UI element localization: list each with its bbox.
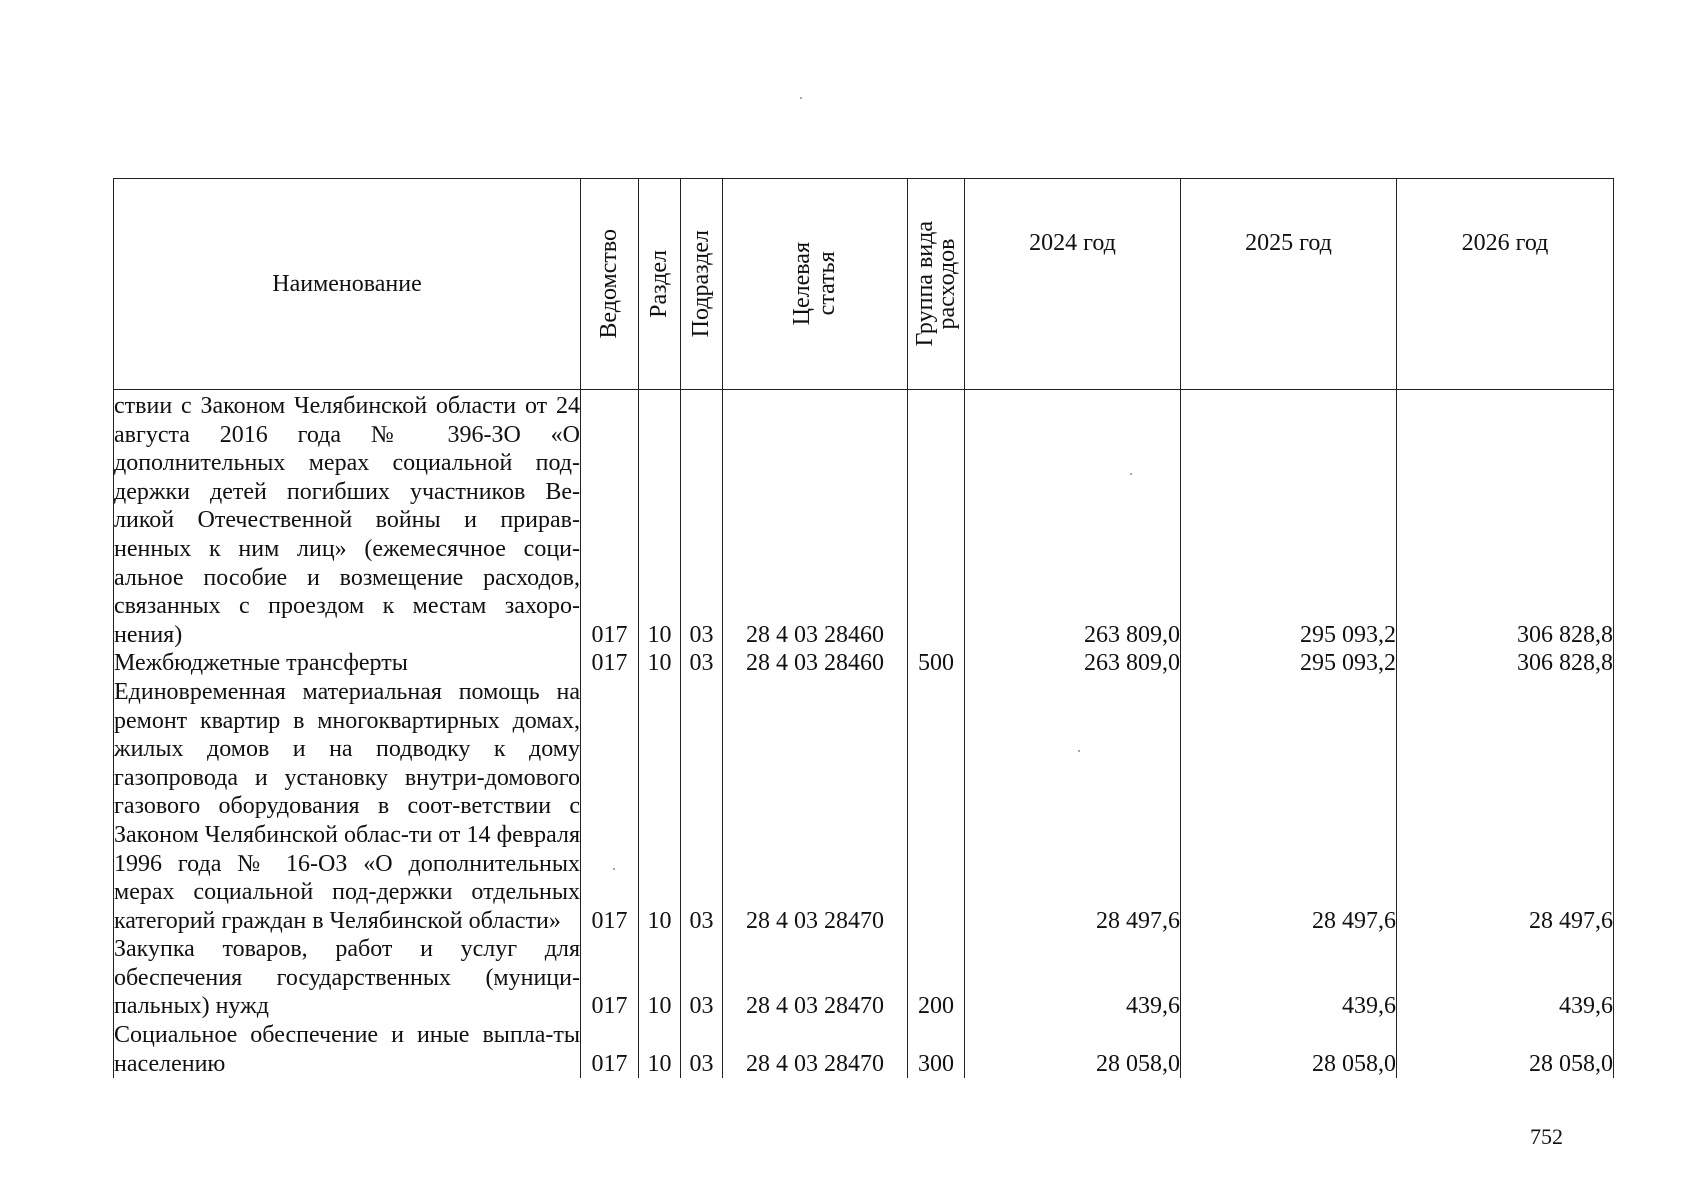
row-dept: 017	[581, 935, 639, 1021]
row-section: 10	[639, 649, 681, 678]
row-2025: 28 058,0	[1181, 1021, 1397, 1078]
header-subsection: Подраздел	[681, 179, 723, 390]
row-subsection: 03	[681, 1021, 723, 1078]
row-target: 28 4 03 28470	[723, 935, 908, 1021]
row-dept: 017	[581, 649, 639, 678]
row-subsection: 03	[681, 649, 723, 678]
row-2024: 28 497,6	[965, 678, 1181, 935]
row-target: 28 4 03 28460	[723, 649, 908, 678]
row-target: 28 4 03 28460	[723, 390, 908, 650]
row-2025: 439,6	[1181, 935, 1397, 1021]
row-group	[908, 390, 965, 650]
table-row	[114, 1021, 1614, 1078]
row-dept: 017	[581, 1021, 639, 1078]
scan-speck	[1078, 750, 1080, 752]
row-group: 200	[908, 935, 965, 1021]
row-group: 500	[908, 649, 965, 678]
row-2024: 263 809,0	[965, 390, 1181, 650]
row-2026: 306 828,8	[1397, 390, 1614, 650]
row-subsection: 03	[681, 678, 723, 935]
table-row	[114, 649, 1614, 678]
table-row	[114, 390, 1614, 650]
row-name: Единовременная материальная помощь на ремонт квартир в многоквартирных домах, жилых домов и на подводку к дому газопровода и установку внутри-домового газового оборудования в соот-ветствии с Законом Челябинской облас-ти от 14 февраля 1996 года № 16-ОЗ «О дополнительных мерах социальной под-держки отдельных категорий граждан в Челябинской области»	[114, 678, 580, 934]
row-name: ствии с Законом Челябинской области от 24 августа 2016 года № 396-ЗО «О дополнительных мерах социальной под-держки детей погибших участников Ве-ликой Отечественной войны и прирав-ненных к ним лиц» (ежемесячное соци-альное пособие и возмещение расходов, связанных с проездом к местам захоро-нения)	[114, 390, 581, 650]
row-2024: 439,6	[965, 935, 1181, 1021]
row-2024: 263 809,0	[965, 649, 1181, 678]
row-2025: 28 497,6	[1181, 678, 1397, 935]
row-group: 300	[908, 1021, 965, 1078]
row-section: 10	[639, 935, 681, 1021]
row-dept: 017	[581, 678, 639, 935]
row-2026: 28 497,6	[1397, 678, 1614, 935]
row-2025: 295 093,2	[1181, 649, 1397, 678]
row-2026: 28 058,0	[1397, 1021, 1614, 1078]
header-section: Раздел	[639, 179, 681, 390]
header-dept: Ведомство	[581, 179, 639, 390]
row-section: 10	[639, 1021, 681, 1078]
header-2025: 2025 год	[1181, 179, 1397, 390]
row-dept: 017	[581, 390, 639, 650]
header-name: Наименование	[114, 179, 581, 390]
row-2024: 28 058,0	[965, 1021, 1181, 1078]
header-2024: 2024 год	[965, 179, 1181, 390]
row-name: Социальное обеспечение и иные выпла-ты населению	[114, 1022, 580, 1077]
table-row	[114, 678, 1614, 935]
row-section: 10	[639, 390, 681, 650]
header-target: Целевая статья	[723, 179, 908, 390]
header-group: Группа вида расходов	[908, 179, 965, 390]
row-subsection: 03	[681, 390, 723, 650]
row-subsection: 03	[681, 935, 723, 1021]
scan-speck	[613, 868, 615, 870]
budget-table	[113, 178, 1614, 1078]
row-target: 28 4 03 28470	[723, 1021, 908, 1078]
row-2025: 295 093,2	[1181, 390, 1397, 650]
row-2026: 439,6	[1397, 935, 1614, 1021]
row-target: 28 4 03 28470	[723, 678, 908, 935]
page-number: 752	[1530, 1124, 1563, 1149]
row-group	[908, 678, 965, 935]
row-name: Межбюджетные трансферты	[114, 649, 581, 678]
scan-speck	[1130, 473, 1132, 475]
table-header-row	[114, 179, 1614, 390]
header-2026: 2026 год	[1397, 179, 1614, 390]
row-2026: 306 828,8	[1397, 649, 1614, 678]
row-name: Закупка товаров, работ и услуг для обеспечения государственных (муници-пальных) нужд	[114, 936, 580, 1020]
scan-speck	[800, 97, 802, 99]
row-section: 10	[639, 678, 681, 935]
table-row	[114, 935, 1614, 1021]
